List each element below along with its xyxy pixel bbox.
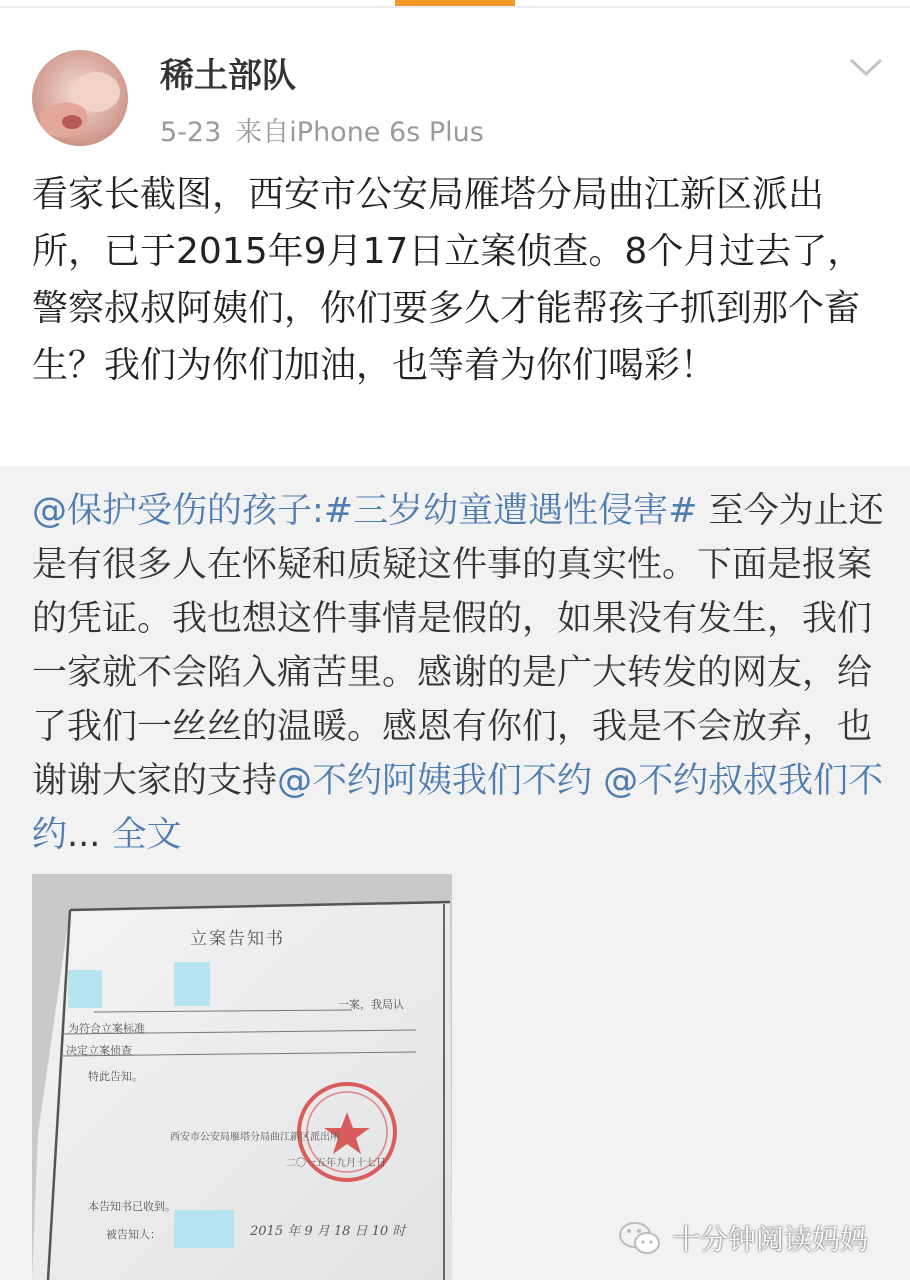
retweet-card[interactable]	[0, 466, 910, 1280]
document-text: 一案，我局认	[338, 998, 404, 1011]
mention-link[interactable]: @不约叔叔我们不约	[32, 761, 884, 855]
wechat-icon	[618, 1219, 662, 1257]
post-source: 来自iPhone 6s Plus	[235, 117, 484, 148]
document-text: 为符合立案标准	[68, 1022, 145, 1035]
document-issuer: 西安市公安局雁塔分局曲江新区派出所	[170, 1132, 340, 1143]
watermark	[618, 1218, 868, 1258]
post-text: 看家长截图，西安市公安局雁塔分局曲江新区派出所，已于2015年9月17日立案侦查。8个月过去了，警察叔叔阿姨们，你们要多久才能帮孩子抓到那个畜生？我们为你们加油，也等着为你们喝彩！	[32, 174, 864, 386]
avatar[interactable]	[32, 50, 128, 146]
document-photo[interactable]	[32, 874, 452, 1280]
document-title: 立案告知书	[190, 929, 285, 949]
document-received-date: 2015 年 9 月 18 日 10 时	[250, 1224, 406, 1239]
post-meta	[160, 110, 498, 149]
document-recipient-label: 被告知人：	[106, 1228, 161, 1241]
full-text-link[interactable]: 全文	[100, 815, 182, 855]
avatar-image	[32, 50, 128, 146]
document-receipt: 本告知书已收到。	[88, 1200, 176, 1213]
document-text: 特此告知。	[88, 1070, 143, 1083]
hashtag-link[interactable]: #三岁幼童遭遇性侵害#	[323, 491, 698, 531]
chevron-down-icon[interactable]	[848, 52, 884, 82]
ellipsis: ...	[67, 815, 101, 855]
document-text: 决定立案侦查	[66, 1044, 132, 1057]
retweet-text	[32, 484, 892, 862]
post-date: 5-23	[160, 117, 222, 148]
mention-link[interactable]: @不约阿姨我们不约	[277, 761, 593, 801]
retweet-author-mention[interactable]: @保护受伤的孩子:	[32, 491, 324, 531]
retweet-body: 至今为止还是有很多人在怀疑和质疑这件事的真实性。下面是报案的凭证。我也想这件事情是假的，如果没有发生，我们一家就不会陷入痛苦里。感谢的是广大转发的网友，给了我们一丝丝的温暖。感恩有你们，我是不会放弃，也谢谢大家的支持	[32, 491, 884, 801]
watermark-text: 十分钟阅读妈妈	[672, 1223, 869, 1256]
document-issue-date: 二〇一五年九月十七日	[286, 1158, 386, 1169]
divider	[0, 6, 910, 8]
username[interactable]: 稀土部队	[160, 56, 296, 96]
